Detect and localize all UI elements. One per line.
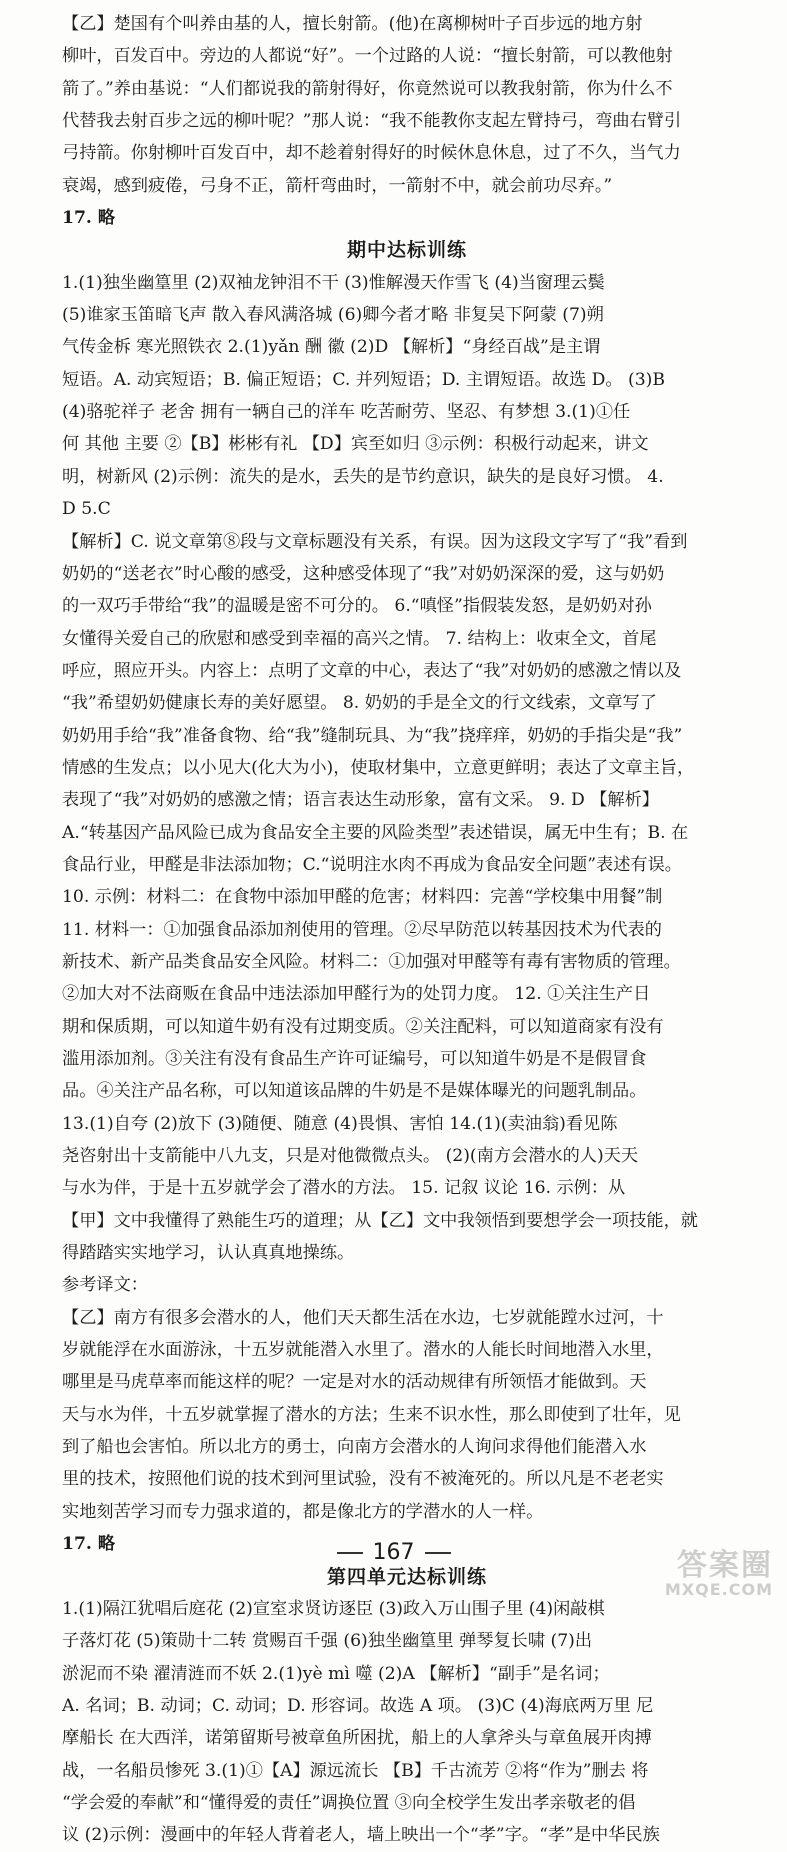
text-line: 参考译文： bbox=[62, 1275, 148, 1296]
text-line: 【乙】南方有很多会潜水的人，他们天天都生活在水边，七岁就能蹚水过河，十 bbox=[62, 1307, 664, 1328]
text-line: “我”希望奶奶健康长寿的美好愿望。 8. 奶奶的手是全文的行文线索，文章写了 bbox=[62, 693, 657, 714]
text-line: 11. 材料一：①加强食品添加剂使用的管理。②尽早防范以转基因技术为代表的 bbox=[62, 919, 662, 940]
text-line: 里的技术，按照他们说的技术到河里试验，没有不被淹死的。所以凡是不老老实 bbox=[62, 1469, 664, 1490]
text-line: 滥用添加剂。③关注有没有食品生产许可证编号，可以知道牛奶是不是假冒食 bbox=[62, 1049, 647, 1069]
text-line: 【甲】文中我懂得了熟能生巧的道理；从【乙】文中我领悟到要想学会一项技能，就 bbox=[62, 1210, 698, 1231]
text-line: 代替我去射百步之远的柳叶呢？”那人说：“我不能教你支起左臂持弓，弯曲右臂引 bbox=[62, 111, 682, 132]
text-line: 17. 略 bbox=[62, 1534, 116, 1555]
text-line: 明，树新风 (2)示例：流失的是水，丢失的是节约意识，缺失的是良好习惯。 4. bbox=[62, 466, 664, 487]
page-number-dash-left bbox=[337, 1552, 363, 1554]
text-line: 10. 示例：材料二：在食物中添加甲醛的危害；材料四：完善“学校集中用餐”制 bbox=[62, 887, 663, 908]
text-line: 岁就能浮在水面游泳，十五岁就能潜入水里了。潜水的人能长时间地潜入水里， bbox=[62, 1340, 664, 1361]
watermark-url: MXQE.COM bbox=[664, 1580, 773, 1599]
section-heading: 期中达标训练 bbox=[346, 239, 467, 262]
page-number-dash-right bbox=[425, 1552, 451, 1554]
text-line: A.“转基因产品风险已成为食品安全主要的风险类型”表述错误，属无中生有；B. 在 bbox=[62, 822, 689, 843]
text-line: 品。④关注产品名称，可以知道该品牌的牛奶是不是媒体曝光的问题乳制品。 bbox=[62, 1081, 647, 1102]
text-line: 女懂得关爱自己的欣慰和感受到幸福的高兴之情。 7. 结构上：收束全文，首尾 bbox=[62, 628, 657, 649]
text-line: 议 (2)示例：漫画中的年轻人背着老人，墙上映出一个“孝”字。“孝”是中华民族 bbox=[62, 1825, 660, 1846]
text-line: D 5.C bbox=[62, 499, 111, 520]
text-line: 情感的生发点；以小见大(化大为小)，使取材集中，立意更鲜明；表达了文章主旨， bbox=[62, 757, 695, 778]
text-line: 淤泥而不染 濯清涟而不妖 2.(1)yè mì 噬 (2)A 【解析】“副手”是名词； bbox=[62, 1663, 610, 1684]
text-line: 哪里是马虎草率而能这样的呢？一定是对水的活动规律有所领悟才能做到。天 bbox=[62, 1372, 647, 1393]
text-line: A. 名词；B. 动词；C. 动词；D. 形容词。故选 A 项。 (3)C (4)海底两万里 尼 bbox=[62, 1695, 654, 1716]
text-line: 与水为伴，于是十五岁就学会了潜水的方法。 15. 记叙 议论 16. 示例：从 bbox=[62, 1178, 626, 1199]
text-line: 呼应，照应开头。内容上：点明了文章的中心，表达了“我”对奶奶的感激之情以及 bbox=[62, 660, 682, 681]
text-line: 新技术、新产品类食品安全风险。材料二：①加强对甲醛等有毒有害物质的管理。 bbox=[62, 951, 681, 972]
text-line: 何 其他 主要 ②【B】彬彬有礼 【D】宾至如归 ③示例：积极行动起来，讲文 bbox=[62, 434, 649, 455]
text-line: 17. 略 bbox=[62, 208, 116, 229]
text-line: 子落灯花 (5)策勋十二转 赏赐百千强 (6)独坐幽篁里 弹琴复长啸 (7)出 bbox=[62, 1631, 593, 1652]
text-line: 【解析】C. 说文章第⑧段与文章标题没有关系，有误。因为这段文字写了“我”看到 bbox=[62, 531, 688, 552]
text-line: 1.(1)隔江犹唱后庭花 (2)宣室求贤访逐臣 (3)政入万山围子里 (4)闲敲棋 bbox=[62, 1598, 605, 1619]
watermark-logo bbox=[623, 1540, 773, 1599]
text-line: 天与水为伴，十五岁就掌握了潜水的方法；生来不识水性，那么即使到了壮年，见 bbox=[62, 1404, 681, 1425]
text-line: 1.(1)独坐幽篁里 (2)双袖龙钟泪不干 (3)惟解漫天作雪飞 (4)当窗理云鬓 bbox=[62, 272, 605, 293]
text-line: 食品行业，甲醛是非法添加物；C.“说明注水肉不再成为食品安全问题”表述有误。 bbox=[62, 854, 682, 875]
text-line: 箭了。”养由基说：“人们都说我的箭射得好，你竟然说可以教我射箭，你为什么不 bbox=[62, 78, 673, 99]
text-line: 奶奶的“送老衣”时心酸的感受，这种感受体现了“我”对奶奶深深的爱，这与奶奶 bbox=[62, 563, 665, 584]
text-line: 尧咨射出十支箭能中八九支，只是对他微微点头。 (2)(南方会潜水的人)天天 bbox=[62, 1146, 639, 1167]
text-line: 期和保质期，可以知道牛奶有没有过期变质。②关注配料，可以知道商家有没有 bbox=[62, 1016, 664, 1037]
text-line: 表现了“我”对奶奶的感激之情；语言表达生动形象，富有文采。 9. D 【解析】 bbox=[62, 790, 659, 811]
text-line: ②加大对不法商贩在食品中违法添加甲醛行为的处罚力度。 12. ①关注生产日 bbox=[62, 984, 651, 1005]
text-line: (5)谁家玉笛暗飞声 散入春风满洛城 (6)卿今者才略 非复吴下阿蒙 (7)朔 bbox=[62, 305, 604, 326]
text-line: 摩船长 在大西洋，诺第留斯号被章鱼所困扰，船上的人拿斧头与章鱼展开肉搏 bbox=[62, 1728, 652, 1749]
text-line: “学会爱的奉献”和“懂得爱的责任”调换位置 ③向全校学生发出孝亲敬老的倡 bbox=[62, 1792, 636, 1813]
text-line: 13.(1)自夸 (2)放下 (3)随便、随意 (4)畏惧、害怕 14.(1)(卖油翁)看见陈 bbox=[62, 1113, 618, 1134]
section-heading: 第四单元达标训练 bbox=[326, 1565, 487, 1588]
text-line: 气传金柝 寒光照铁衣 2.(1)yǎn 酬 徽 (2)D 【解析】“身经百战”是主谓 bbox=[62, 337, 601, 358]
text-line: 的一双巧手带给“我”的温暖是密不可分的。 6.“嗔怪”指假装发怒，是奶奶对孙 bbox=[62, 596, 652, 617]
page-number: 167 bbox=[372, 1540, 415, 1565]
text-line: 柳叶，百发百中。旁边的人都说“好”。一个过路的人说：“擅长射箭，可以教他射 bbox=[62, 46, 673, 67]
text-line: 到了船也会害怕。所以北方的勇士，向南方会潜水的人询问求得他们能潜入水 bbox=[62, 1437, 647, 1458]
watermark-title: 答案圈 bbox=[677, 1548, 773, 1583]
text-line: 得踏踏实实地学习，认认真真地操练。 bbox=[62, 1243, 355, 1264]
text-line: 【乙】楚国有个叫养由基的人，擅长射箭。(他)在离柳树叶子百步远的地方射 bbox=[62, 14, 643, 34]
text-line: 奶奶用手给“我”准备食物、给“我”缝制玩具、为“我”挠痒痒，奶奶的手指尖是“我” bbox=[62, 725, 683, 746]
text-line: 战，一名船员惨死 3.(1)①【A】源远流长 【B】千古流芳 ②将“作为”删去 将 bbox=[62, 1760, 649, 1781]
text-line: 弓持箭。你射柳叶百发百中，却不趁着射得好的时候休息休息，过了不久，当气力 bbox=[62, 143, 681, 164]
text-line: 实地刻苦学习而专力强求道的，都是像北方的学潜水的人一样。 bbox=[62, 1501, 544, 1522]
text-line: 衰竭，感到疲倦，弓身不正，箭杆弯曲时，一箭射不中，就会前功尽弃。” bbox=[62, 175, 613, 196]
text-line: 短语。A. 动宾短语；B. 偏正短语；C. 并列短语；D. 主谓短语。故选 D。 (3)B bbox=[62, 369, 666, 390]
text-line: (4)骆驼祥子 老舍 拥有一辆自己的洋车 吃苦耐劳、坚忍、有梦想 3.(1)①任 bbox=[62, 402, 631, 423]
